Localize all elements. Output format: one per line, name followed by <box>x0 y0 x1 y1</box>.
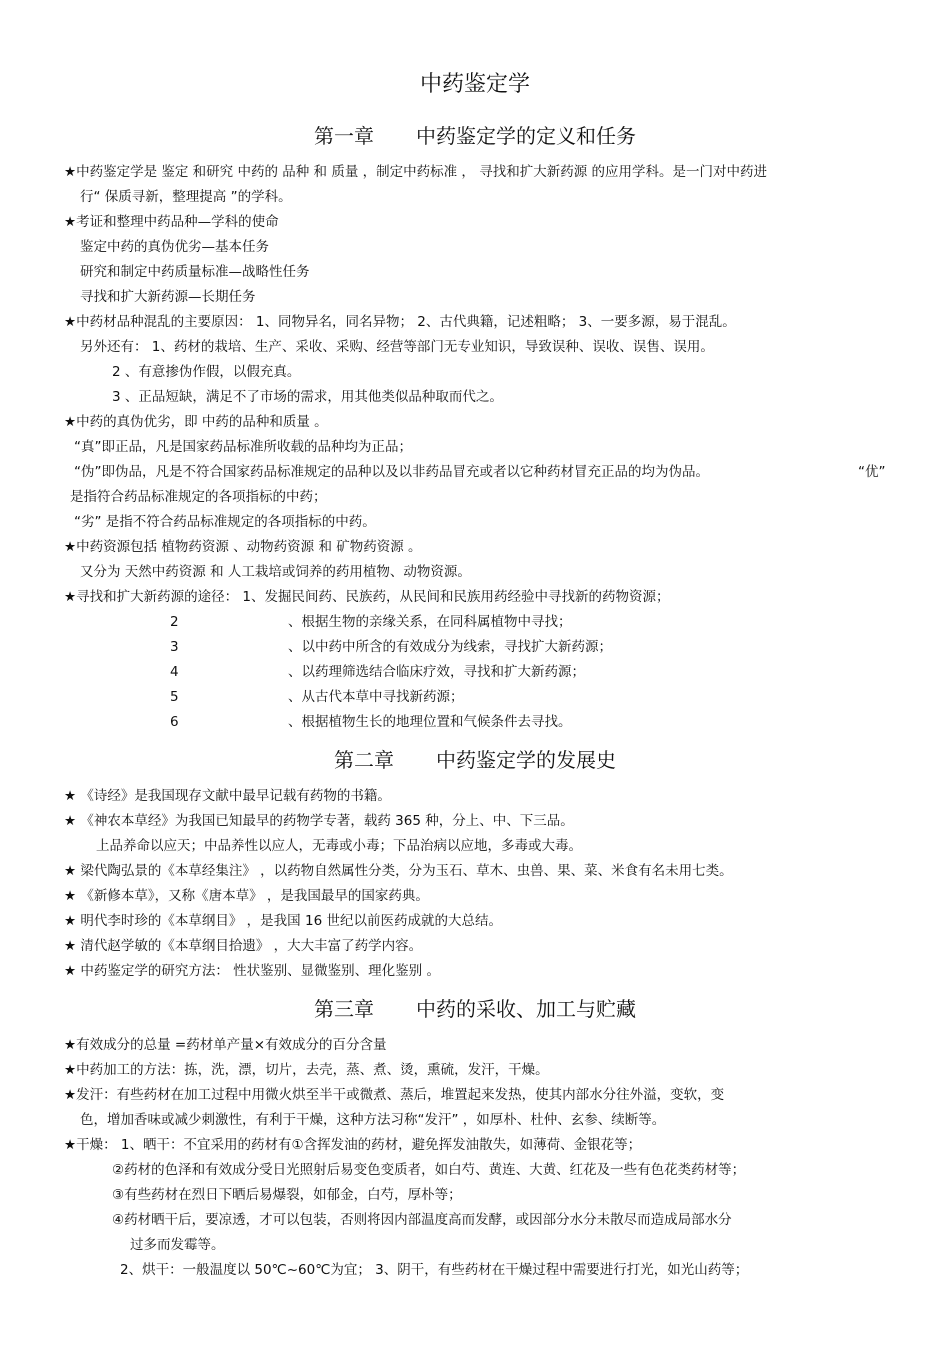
ch3-line-5: ★干燥： 1、晒干：不宜采用的药材有①含挥发油的药材，避免挥发油散失，如薄荷、金银花等； <box>64 1137 642 1153</box>
ch1-item-6-number: 6 <box>170 714 179 730</box>
ch1-item-2-text: 、根据生物的亲缘关系，在同科属植物中寻找； <box>288 614 572 630</box>
ch3-line-9: 过多而发霉等。 <box>130 1237 225 1253</box>
ch1-line-18: ★寻找和扩大新药源的途径： 1、发掘民间药、民族药，从民间和民族用药经验中寻找新的药物资源； <box>64 589 670 605</box>
ch1-line-1: ★中药鉴定学是 鉴定 和研究 中药的 品种 和 质量 ，制定中药标准 ， 寻找和扩大新药源 的应用学科。是一门对中药进 <box>64 164 768 180</box>
ch3-line-3: ★发汗：有些药材在加工过程中用微火烘至半干或微煮、蒸后，堆置起来发热，使其内部水分往外溢，变软，变 <box>64 1087 725 1103</box>
ch1-line-13: “伪”即伪品，凡是不符合国家药品标准规定的品种以及以非药品冒充或者以它种药材冒充正品的均为伪品。 <box>74 464 709 480</box>
ch1-line-5: 研究和制定中药质量标准—战略性任务 <box>80 264 310 280</box>
ch3-line-4: 色，增加香味或减少刺激性，有利于干燥，这种方法习称“发汗” ，如厚朴、杜仲、玄参、续断等。 <box>80 1112 666 1128</box>
chapter-3-number: 第三章 <box>314 997 374 1021</box>
ch1-line-17: 又分为 天然中药资源 和 人工栽培或饲养的药用植物、动物资源。 <box>80 564 471 580</box>
ch1-item-3-number: 3 <box>170 639 179 655</box>
ch1-line-11: ★中药的真伪优劣，即 中药的品种和质量 。 <box>64 414 328 430</box>
ch1-item-4-text: 、以药理筛选结合临床疗效，寻找和扩大新药源； <box>288 664 585 680</box>
chapter-2-heading <box>0 746 950 774</box>
chapter-3-heading <box>0 995 950 1023</box>
ch1-line-14: 是指符合药品标准规定的各项指标的中药； <box>70 489 327 505</box>
ch1-item-5-text: 、从古代本草中寻找新药源； <box>288 689 464 705</box>
ch2-line-8: ★ 中药鉴定学的研究方法： 性状鉴别、显微鉴别、理化鉴别 。 <box>64 963 440 979</box>
ch3-line-2: ★中药加工的方法：拣，洗，漂，切片，去壳，蒸、煮、烫，熏硫，发汗，干燥。 <box>64 1062 549 1078</box>
chapter-2-number: 第二章 <box>334 748 394 772</box>
ch3-line-1: ★有效成分的总量 =药材单产量×有效成分的百分含量 <box>64 1037 387 1053</box>
ch1-line-10: 3 、正品短缺，满足不了市场的需求，用其他类似品种取而代之。 <box>112 389 503 405</box>
chapter-1-number: 第一章 <box>314 124 374 148</box>
ch1-item-2-number: 2 <box>170 614 179 630</box>
ch2-line-5: ★ 《新修本草》，又称《唐本草》 ，是我国最早的国家药典。 <box>64 888 429 904</box>
ch1-line-4: 鉴定中药的真伪优劣—基本任务 <box>80 239 269 255</box>
ch3-line-7: ③有些药材在烈日下晒后易爆裂，如郁金，白芍，厚朴等； <box>112 1187 462 1203</box>
ch1-line-13b: “优” <box>858 464 886 480</box>
ch1-line-2: 行“ 保质寻新，整理提高 ”的学科。 <box>80 189 292 205</box>
chapter-2-name: 中药鉴定学的发展史 <box>436 748 616 772</box>
chapter-1-name: 中药鉴定学的定义和任务 <box>416 124 636 148</box>
ch3-line-8: ④药材晒干后，要凉透，才可以包装，否则将因内部温度高而发酵，或因部分水分未散尽而造成局部水分 <box>112 1212 732 1228</box>
ch3-line-10: 2、烘干：一般温度以 50℃~60℃为宜； 3、阴干，有些药材在干燥过程中需要进行打光，如光山药等； <box>120 1262 749 1278</box>
chapter-3-name: 中药的采收、加工与贮藏 <box>416 997 636 1021</box>
ch1-line-7: ★中药材品种混乱的主要原因： 1、同物异名，同名异物； 2、古代典籍，记述粗略； 3、一要多源，易于混乱。 <box>64 314 736 330</box>
ch2-line-1: ★ 《诗经》是我国现存文献中最早记载有药物的书籍。 <box>64 788 391 804</box>
ch1-item-3-text: 、以中药中所含的有效成分为线索，寻找扩大新药源； <box>288 639 612 655</box>
ch2-line-4: ★ 梁代陶弘景的《本草经集注》 ，以药物自然属性分类，分为玉石、草木、虫兽、果、菜、米食有名未用七类。 <box>64 863 733 879</box>
ch1-line-9: 2 、有意掺伪作假，以假充真。 <box>112 364 301 380</box>
document-title: 中药鉴定学 <box>419 72 530 97</box>
ch1-item-5-number: 5 <box>170 689 179 705</box>
ch1-item-6-text: 、根据植物生长的地理位置和气候条件去寻找。 <box>288 714 572 730</box>
ch2-line-7: ★ 清代赵学敏的《本草纲目拾遗》 ，大大丰富了药学内容。 <box>64 938 423 954</box>
ch1-item-4-number: 4 <box>170 664 179 680</box>
ch1-line-16: ★中药资源包括 植物药资源 、动物药资源 和 矿物药资源 。 <box>64 539 422 555</box>
ch1-line-15: “劣” 是指不符合药品标准规定的各项指标的中药。 <box>74 514 376 530</box>
ch1-line-3: ★考证和整理中药品种—学科的使命 <box>64 214 279 230</box>
ch2-line-2: ★ 《神农本草经》为我国已知最早的药物学专著，载药 365 种，分上、中、下三品。 <box>64 813 574 829</box>
ch2-line-3: 上品养命以应天；中品养性以应人，无毒或小毒；下品治病以应地，多毒或大毒。 <box>96 838 582 854</box>
ch1-line-6: 寻找和扩大新药源—长期任务 <box>80 289 256 305</box>
ch1-line-12: “真”即正品，凡是国家药品标准所收载的品种均为正品； <box>74 439 412 455</box>
ch2-line-6: ★ 明代李时珍的《本草纲目》 ，是我国 16 世纪以前医药成就的大总结。 <box>64 913 502 929</box>
chapter-1-heading <box>0 122 950 150</box>
ch1-line-8: 另外还有： 1、药材的栽培、生产、采收、采购、经营等部门无专业知识，导致误种、误收、误售、误用。 <box>80 339 714 355</box>
ch3-line-6: ②药材的色泽和有效成分受日光照射后易变色变质者，如白芍、黄连、大黄、红花及一些有色花类药材等； <box>112 1162 746 1178</box>
